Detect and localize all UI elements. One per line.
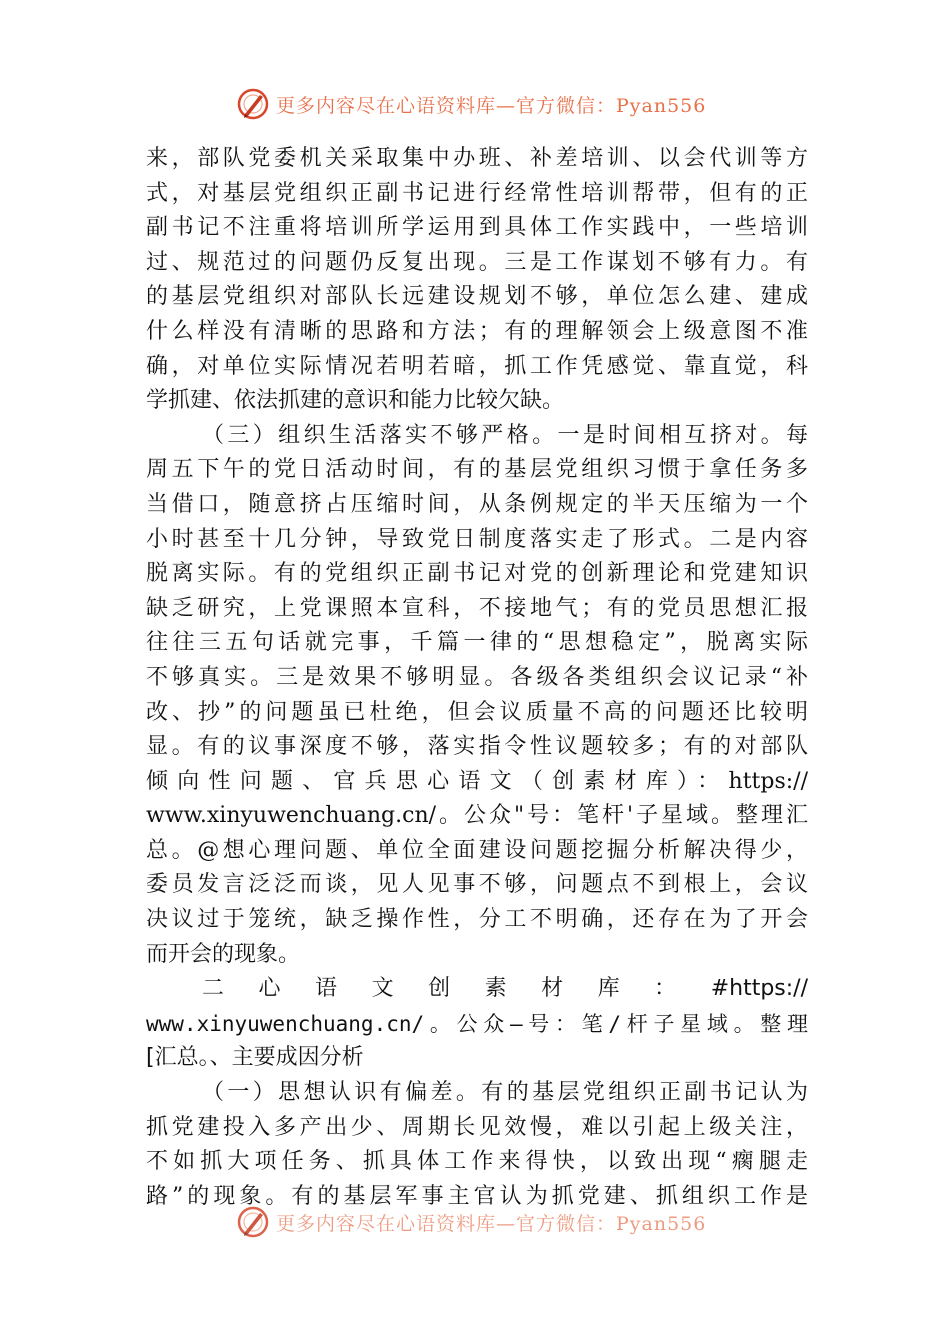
body-line: 抓党建投入多产出少、周期长见效慢，难以引起上级关注， — [146, 1114, 808, 1140]
section-heading-line: 二心语文创素材库：#https:// — [202, 976, 808, 1002]
body-line: 学抓建、依法抓建的意识和能力比较欠缺。 — [146, 388, 565, 414]
body-line: 来，部队党委机关采取集中办班、补差培训、以会代训等方 — [146, 146, 808, 171]
body-line: 委员发言泛泛而谈，见人见事不够，问题点不到根上，会议 — [146, 872, 808, 898]
body-line: 什么样没有清晰的思路和方法；有的理解领会上级意图不准 — [146, 318, 808, 344]
footer-banner-text: 更多内容尽在心语资料库—官方微信：Pyan556 — [276, 1212, 707, 1235]
body-line: 式，对基层党组织正副书记进行经常性培训帮带，但有的正 — [146, 180, 808, 206]
section-heading-line: www.xinyuwenchuang.cn/。公众—号：笔/杆子星域。整理 — [146, 1011, 808, 1036]
body-line: 路”的现象。有的基层军事主官认为抓党建、抓组织工作是 — [146, 1183, 808, 1209]
body-line: 往往三五句话就完事，千篇一律的“思想稳定”，脱离实际 — [146, 630, 808, 656]
body-line: 副书记不注重将培训所学运用到具体工作实践中，一些培训 — [146, 215, 808, 241]
subsection-title-line: （一）思想认识有偏差。有的基层党组织正副书记认为 — [202, 1080, 808, 1106]
body-line: 不如抓大项任务、抓具体工作来得快，以致出现“瘸腿走 — [146, 1149, 808, 1175]
header-banner — [236, 84, 756, 124]
header-banner-text: 更多内容尽在心语资料库—官方微信：Pyan556 — [276, 94, 707, 117]
article-body — [146, 142, 808, 1214]
pen-logo-icon — [236, 87, 270, 121]
body-line: 当借口，随意挤占压缩时间，从条例规定的半天压缩为一个 — [146, 491, 808, 517]
body-line: 决议过于笼统，缺乏操作性，分工不明确，还存在为了开会 — [146, 907, 808, 933]
body-line: 不够真实。三是效果不够明显。各级各类组织会议记录“补 — [146, 664, 808, 690]
body-line: 脱离实际。有的党组织正副书记对党的创新理论和党建知识 — [146, 561, 808, 587]
body-line: 缺乏研究，上党课照本宣科，不接地气；有的党员思想汇报 — [146, 595, 808, 621]
body-line: 显。有的议事深度不够，落实指令性议题较多；有的对部队 — [146, 734, 808, 760]
body-line: 确，对单位实际情况若明若暗，抓工作凭感觉、靠直觉，科 — [146, 353, 808, 379]
body-line: 过、规范过的问题仍反复出现。三是工作谋划不够有力。有 — [146, 249, 808, 275]
section-three-title-line: （三）组织生活落实不够严格。一是时间相互挤对。每 — [202, 422, 808, 448]
footer-banner — [236, 1202, 756, 1242]
body-line: www.xinyuwenchuang.cn/。公众"号：笔杆'子星域。整理汇 — [146, 803, 808, 829]
body-line: 小时甚至十几分钟，导致党日制度落实走了形式。二是内容 — [146, 526, 808, 552]
body-line: 改、抄”的问题虽已杜绝，但会议质量不高的问题还比较明 — [146, 699, 808, 725]
body-line: 周五下午的党日活动时间，有的基层党组织习惯于拿任务多 — [146, 457, 808, 483]
body-line: 总。@想心理问题、单位全面建设问题挖掘分析解决得少， — [146, 837, 808, 863]
body-line: 而开会的现象。 — [146, 941, 301, 967]
body-line: 的基层党组织对部队长远建设规划不够，单位怎么建、建成 — [146, 284, 808, 310]
body-line: 倾向性问题、官兵思心语文（创素材库）：https:// — [146, 768, 808, 794]
pen-logo-icon — [236, 1205, 270, 1239]
section-heading-line: [汇总。、主要成因分析 — [146, 1045, 364, 1071]
